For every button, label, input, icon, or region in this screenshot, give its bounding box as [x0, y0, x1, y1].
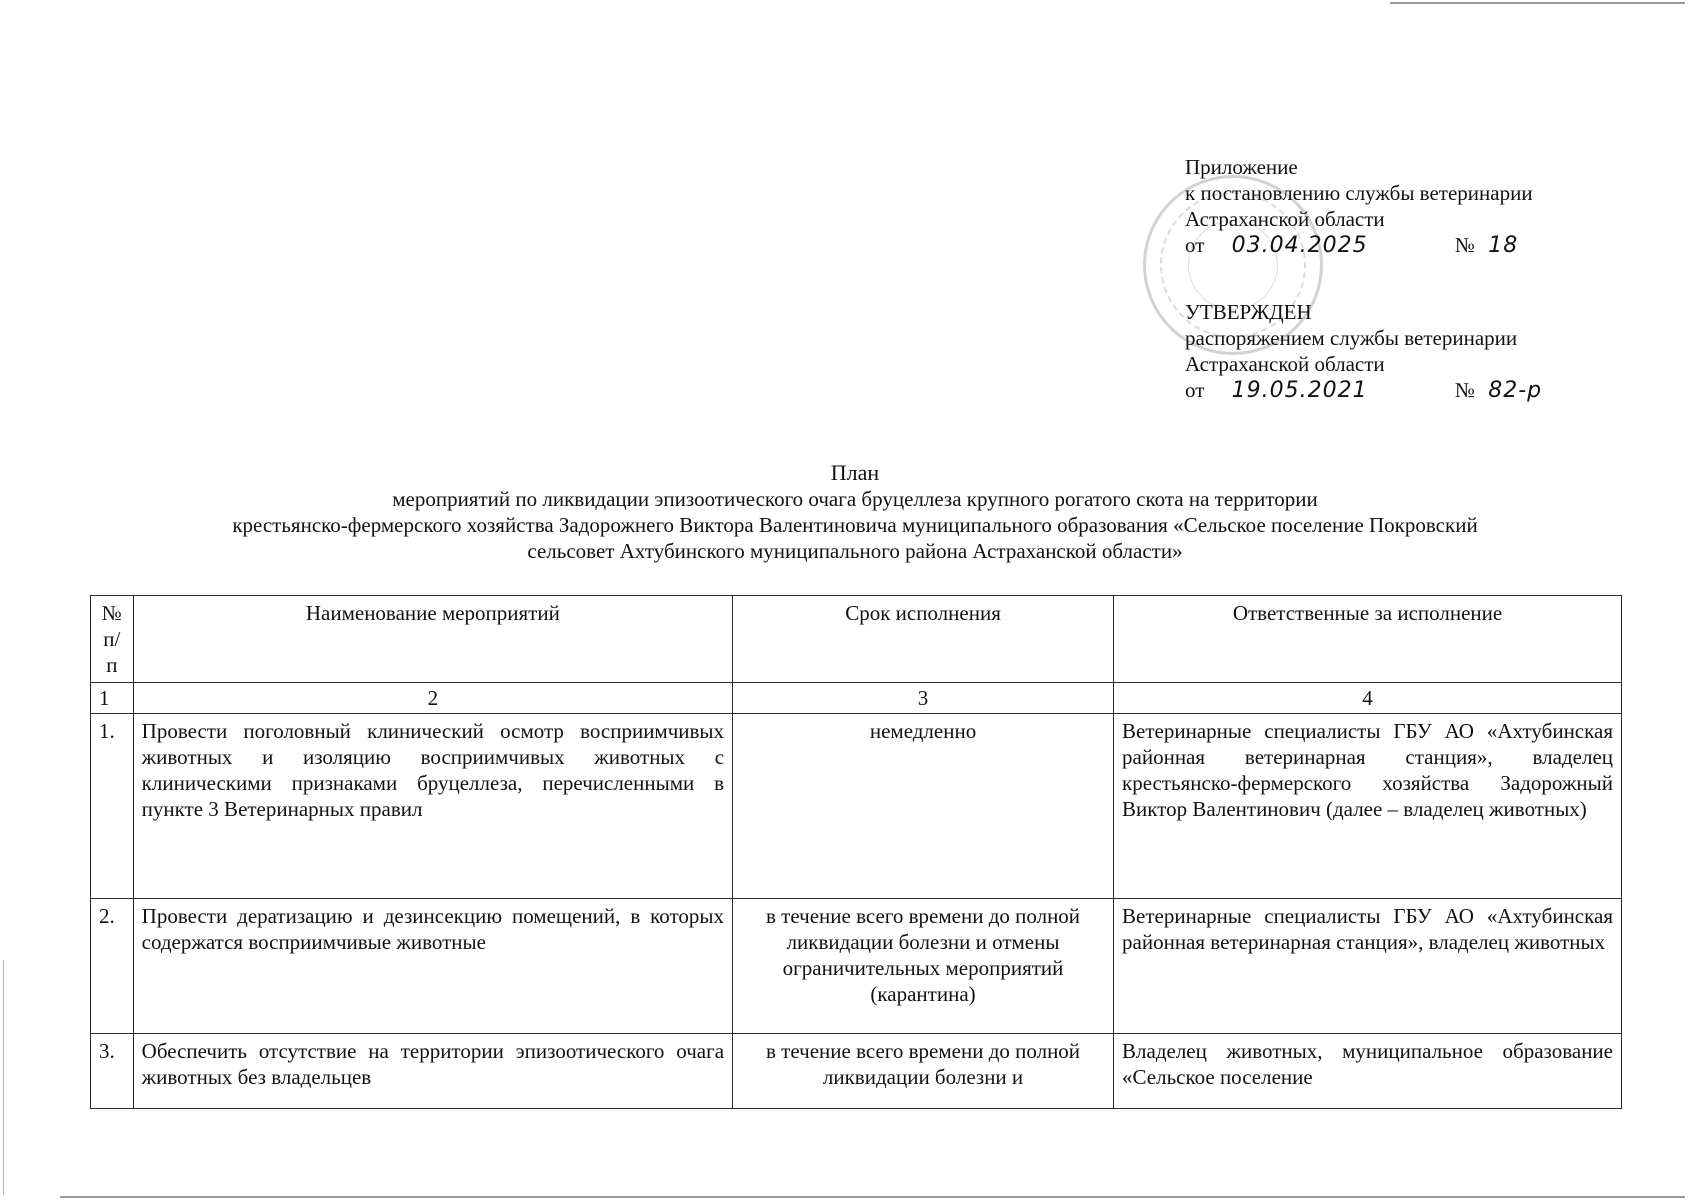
- row-responsible: Владелец животных, муниципальное образование «Сельское поселение: [1114, 1034, 1622, 1109]
- row-deadline: в течение всего времени до полной ликвидации болезни и отмены ограничительных мероприятий (карантина): [733, 899, 1114, 1034]
- scan-edge-top: [1390, 2, 1685, 4]
- approved-date-line: [1185, 377, 1605, 404]
- approval-block: [1185, 154, 1605, 404]
- row-action: Провести поголовный клинический осмотр восприимчивых животных и изоляцию восприимчивых животных с клиническими признаками бруцеллеза, перечисленными в пункте 3 Ветеринарных правил: [133, 714, 732, 899]
- table-row: [91, 714, 1622, 899]
- measures-table: [90, 595, 1622, 1109]
- approved-heading: УТВЕРЖДЕН: [1185, 300, 1312, 324]
- appendix-date-line: [1185, 232, 1605, 259]
- handwritten-approved-date: 19.05.2021: [1231, 378, 1368, 403]
- header-number: № п/п: [91, 596, 134, 683]
- row-action: Обеспечить отсутствие на территории эпизоотического очага животных без владельцев: [133, 1034, 732, 1109]
- header-responsible: Ответственные за исполнение: [1114, 596, 1622, 683]
- row-deadline: немедленно: [733, 714, 1114, 899]
- header-action: Наименование мероприятий: [133, 596, 732, 683]
- row-responsible: Ветеринарные специалисты ГБУ АО «Ахтубинская районная ветеринарная станция», владелец крестьянско-фермерского хозяйства Задорожный Виктор Валентинович (далее – владелец животных): [1114, 714, 1622, 899]
- scan-edge-bottom: [60, 1196, 1685, 1198]
- plan-title-line-4: сельсовет Ахтубинского муниципального района Астраханской области»: [527, 539, 1183, 563]
- column-number-row: [91, 683, 1622, 714]
- handwritten-number: 18: [1488, 233, 1519, 258]
- appendix-resolution: к постановлению службы ветеринарии: [1185, 181, 1533, 205]
- row-deadline: в течение всего времени до полной ликвидации болезни и: [733, 1034, 1114, 1109]
- approved-date-prefix: от: [1185, 378, 1205, 402]
- column-number: 2: [133, 683, 732, 714]
- date-prefix: от: [1185, 233, 1205, 257]
- table-row: [91, 899, 1622, 1034]
- column-number: 1: [91, 683, 134, 714]
- row-responsible: Ветеринарные специалисты ГБУ АО «Ахтубинская районная ветеринарная станция», владелец животных: [1114, 899, 1622, 1034]
- plan-title-word: План: [830, 460, 880, 485]
- number-label: №: [1454, 233, 1475, 257]
- table-header-row: [91, 596, 1622, 683]
- scan-edge-left: [3, 960, 4, 1195]
- plan-title: [90, 460, 1620, 564]
- header-deadline: Срок исполнения: [733, 596, 1114, 683]
- appendix-label: Приложение: [1185, 155, 1298, 179]
- row-number: 2.: [91, 899, 134, 1034]
- table-row: [91, 1034, 1622, 1109]
- row-number: 3.: [91, 1034, 134, 1109]
- approved-order: распоряжением службы ветеринарии: [1185, 326, 1518, 350]
- column-number: 4: [1114, 683, 1622, 714]
- approved-number-label: №: [1454, 378, 1475, 402]
- column-number: 3: [733, 683, 1114, 714]
- handwritten-date: 03.04.2025: [1231, 233, 1368, 258]
- row-action: Провести дератизацию и дезинсекцию помещений, в которых содержатся восприимчивые животные: [133, 899, 732, 1034]
- appendix-region: Астраханской области: [1185, 207, 1385, 231]
- row-number: 1.: [91, 714, 134, 899]
- handwritten-approved-number: 82-р: [1488, 378, 1543, 403]
- approved-region: Астраханской области: [1185, 352, 1385, 376]
- plan-title-line-2: мероприятий по ликвидации эпизоотического очага бруцеллеза крупного рогатого скота на территории: [392, 487, 1318, 511]
- plan-title-line-3: крестьянско-фермерского хозяйства Задорожнего Виктора Валентиновича муниципального образования «Сельское поселение Покровский: [232, 513, 1478, 537]
